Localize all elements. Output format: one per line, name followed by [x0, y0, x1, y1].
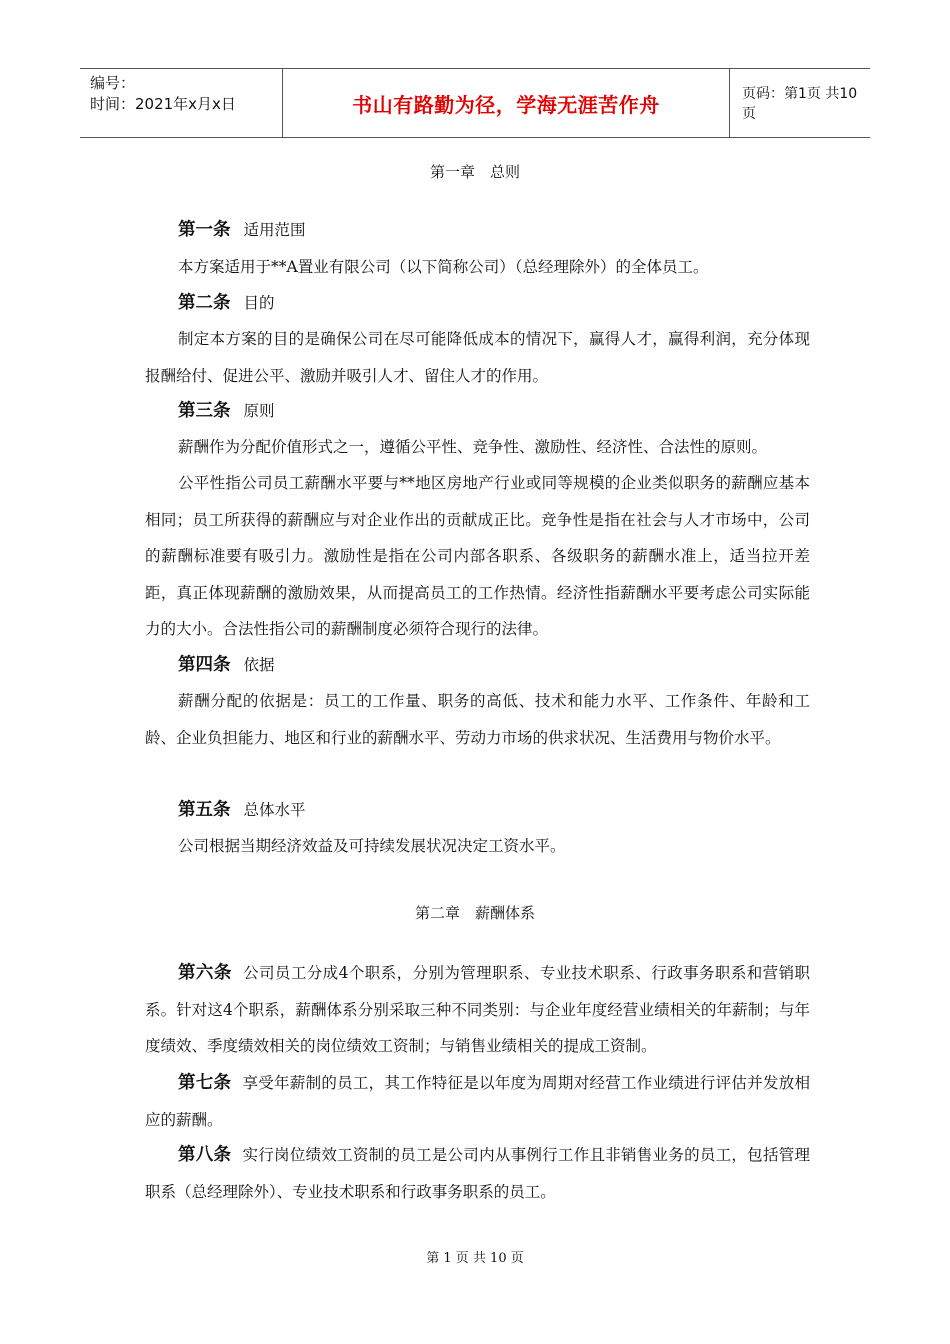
- article-8-body: 实行岗位绩效工资制的员工是公司内从事例行工作且非销售业务的员工，包括管理职系（总经理除外）、专业技术职系和行政事务职系的员工。: [145, 1146, 810, 1201]
- article-6-body: 公司员工分成4个职系，分别为管理职系、专业技术职系、行政事务职系和营销职系。针对这4个职系，薪酬体系分别采取三种不同类别：与企业年度经营业绩相关的年薪制；与年度绩效、季度绩效相关的岗位绩效工资制；与销售业绩相关的提成工资制。: [145, 964, 810, 1055]
- article-5-title: 总体水平: [243, 801, 306, 819]
- page-header: [80, 68, 870, 138]
- article-3-heading: [145, 393, 810, 430]
- header-page-info: 页码：第1页 共10页: [742, 86, 858, 122]
- article-1-body: 本方案适用于**A置业有限公司（以下简称公司）（总经理除外）的全体员工。: [178, 258, 709, 276]
- article-2-body: 制定本方案的目的是确保公司在尽可能降低成本的情况下，赢得人才，赢得利润，充分体现报酬给付、促进公平、激励并吸引人才、留住人才的作用。: [145, 330, 810, 385]
- page-footer: 第 1 页 共 10 页: [426, 1251, 524, 1266]
- article-2-number: 第二条: [178, 293, 231, 313]
- chapter-2-title: 第二章 薪酬体系: [414, 904, 535, 922]
- article-3-body-1: 薪酬作为分配价值形式之一，遵循公平性、竞争性、激励性、经济性、合法性的原则。: [178, 438, 768, 456]
- article-7-number: 第七条: [178, 1073, 232, 1093]
- article-3-body-2: 公平性指公司员工薪酬水平要与**地区房地产行业或同等规模的企业类似职务的薪酬应基本相同；员工所获得的薪酬应与对企业作出的贡献成正比。竞争性是指在社会与人才市场中，公司的薪酬标准要有吸引力。激励性是指在公司内部各职系、各级职务的薪酬水准上，适当拉开差距，真正体现薪酬的激励效果，从而提高员工的工作热情。经济性指薪酬水平要考虑公司实际能力的大小。合法性指公司的薪酬制度必须符合现行的法律。: [145, 474, 810, 638]
- article-8-number: 第八条: [178, 1145, 232, 1165]
- chapter-1-title: 第一章 总则: [429, 163, 520, 181]
- article-1-title: 适用范围: [243, 221, 306, 239]
- article-1-number: 第一条: [178, 220, 231, 240]
- article-3-number: 第三条: [178, 401, 231, 421]
- article-7-body: 享受年薪制的员工，其工作特征是以年度为周期对经营工作业绩进行评估并发放相应的薪酬。: [145, 1074, 810, 1129]
- article-5-heading: [145, 792, 810, 829]
- article-4-heading: [145, 647, 810, 684]
- article-5-body: 公司根据当期经济效益及可持续发展状况决定工资水平。: [178, 837, 566, 855]
- header-meta: [80, 69, 282, 137]
- header-motto: 书山有路勤为径，学海无涯苦作舟: [282, 69, 730, 137]
- article-2-heading: [145, 285, 810, 322]
- time-label: 时间：2021年x月x日: [90, 95, 236, 113]
- article-2-title: 目的: [243, 294, 275, 312]
- article-6: [145, 955, 810, 1065]
- article-3-title: 原则: [243, 402, 275, 420]
- article-7: [145, 1065, 810, 1138]
- article-4-title: 依据: [243, 656, 275, 674]
- article-6-number: 第六条: [178, 963, 232, 983]
- article-4-body: 薪酬分配的依据是：员工的工作量、职务的高低、技术和能力水平、工作条件、年龄和工龄、企业负担能力、地区和行业的薪酬水平、劳动力市场的供求状况、生活费用与物价水平。: [145, 692, 810, 747]
- article-4-number: 第四条: [178, 655, 231, 675]
- article-1-heading: [145, 212, 810, 249]
- serial-label: 编号：: [90, 74, 136, 92]
- article-8: [145, 1137, 810, 1210]
- article-5-number: 第五条: [178, 800, 231, 820]
